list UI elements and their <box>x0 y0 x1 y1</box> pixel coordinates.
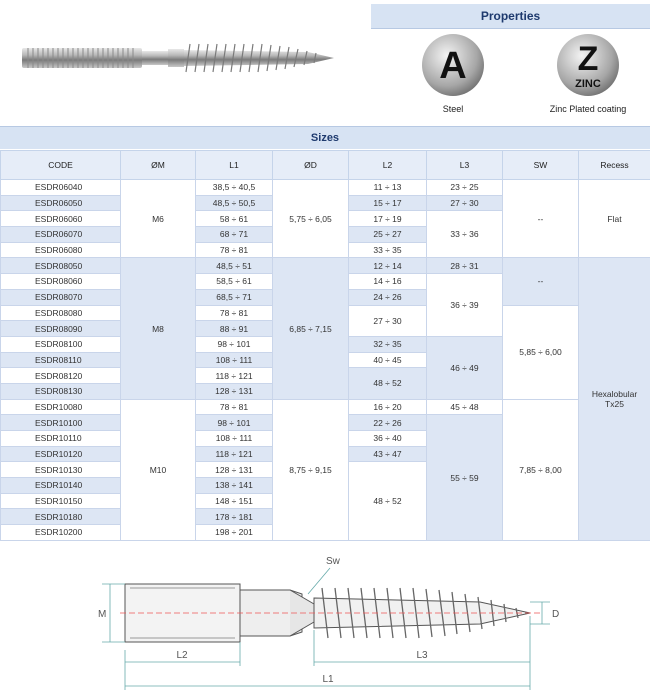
l3-cell: 46 ÷ 49 <box>427 336 503 399</box>
dim-l2-label: L2 <box>176 650 188 661</box>
col-header: CODE <box>1 151 121 180</box>
zinc-z-icon <box>555 32 621 98</box>
code-cell: ESDR10120 <box>1 446 121 462</box>
l1-cell: 48,5 ÷ 51 <box>196 258 273 274</box>
l1-cell: 118 ÷ 121 <box>196 446 273 462</box>
l2-cell: 17 ÷ 19 <box>349 211 427 227</box>
l2-cell: 32 ÷ 35 <box>349 336 427 352</box>
l2-cell: 11 ÷ 13 <box>349 180 427 196</box>
l1-cell: 78 ÷ 81 <box>196 242 273 258</box>
zinc-sub: ZINC <box>575 78 601 90</box>
l1-cell: 48,5 ÷ 50,5 <box>196 195 273 211</box>
l3-cell: 55 ÷ 59 <box>427 415 503 541</box>
l1-cell: 38,5 ÷ 40,5 <box>196 180 273 196</box>
recess-cell: Flat <box>579 180 650 258</box>
code-cell: ESDR08060 <box>1 274 121 290</box>
l2-cell: 40 ÷ 45 <box>349 352 427 368</box>
l1-cell: 68,5 ÷ 71 <box>196 289 273 305</box>
code-cell: ESDR10200 <box>1 525 121 541</box>
code-cell: ESDR10150 <box>1 493 121 509</box>
l1-cell: 108 ÷ 111 <box>196 431 273 447</box>
l1-cell: 108 ÷ 111 <box>196 352 273 368</box>
m-cell: M8 <box>121 258 196 399</box>
l1-cell: 78 ÷ 81 <box>196 305 273 321</box>
l1-cell: 118 ÷ 121 <box>196 368 273 384</box>
l1-cell: 128 ÷ 131 <box>196 462 273 478</box>
code-cell: ESDR10110 <box>1 431 121 447</box>
code-cell: ESDR06070 <box>1 227 121 243</box>
d-cell: 5,75 ÷ 6,05 <box>273 180 349 258</box>
steel-a-icon <box>420 32 486 98</box>
l1-cell: 178 ÷ 181 <box>196 509 273 525</box>
code-cell: ESDR10180 <box>1 509 121 525</box>
dim-l1-label: L1 <box>322 674 334 685</box>
code-cell: ESDR10080 <box>1 399 121 415</box>
technical-drawing <box>90 550 580 696</box>
l2-cell: 33 ÷ 35 <box>349 242 427 258</box>
m-cell: M10 <box>121 399 196 540</box>
col-header: L1 <box>196 151 273 180</box>
sw-cell: -- <box>503 180 579 258</box>
code-cell: ESDR08070 <box>1 289 121 305</box>
code-cell: ESDR08050 <box>1 258 121 274</box>
l1-cell: 128 ÷ 131 <box>196 383 273 399</box>
recess-cell: Hexalobular Tx25 <box>579 258 650 540</box>
code-cell: ESDR08120 <box>1 368 121 384</box>
table-row <box>1 180 650 196</box>
l1-cell: 78 ÷ 81 <box>196 399 273 415</box>
col-header: L2 <box>349 151 427 180</box>
l1-cell: 88 ÷ 91 <box>196 321 273 337</box>
l3-cell: 23 ÷ 25 <box>427 180 503 196</box>
l1-cell: 148 ÷ 151 <box>196 493 273 509</box>
dim-m-label: M <box>98 609 107 620</box>
m-cell: M6 <box>121 180 196 258</box>
l1-cell: 198 ÷ 201 <box>196 525 273 541</box>
col-header: SW <box>503 151 579 180</box>
dim-sw-label: Sw <box>326 556 340 567</box>
l1-cell: 58,5 ÷ 61 <box>196 274 273 290</box>
l1-cell: 138 ÷ 141 <box>196 478 273 494</box>
sizes-header: Sizes <box>0 126 650 149</box>
code-cell: ESDR06050 <box>1 195 121 211</box>
properties-header: Properties <box>371 4 650 29</box>
steel-label: Steel <box>442 104 464 114</box>
dim-l3-label: L3 <box>416 650 428 661</box>
l3-cell: 45 ÷ 48 <box>427 399 503 415</box>
l2-cell: 12 ÷ 14 <box>349 258 427 274</box>
dim-d-label: D <box>552 609 560 620</box>
d-cell: 8,75 ÷ 9,15 <box>273 399 349 540</box>
code-cell: ESDR08130 <box>1 383 121 399</box>
l2-cell: 48 ÷ 52 <box>349 368 427 399</box>
l3-cell: 28 ÷ 31 <box>427 258 503 274</box>
l3-cell: 36 ÷ 39 <box>427 274 503 337</box>
table-row <box>1 258 650 274</box>
sizes-table <box>0 150 650 541</box>
col-header: ØD <box>273 151 349 180</box>
l1-cell: 98 ÷ 101 <box>196 415 273 431</box>
d-cell: 6,85 ÷ 7,15 <box>273 258 349 399</box>
l2-cell: 36 ÷ 40 <box>349 431 427 447</box>
col-header: L3 <box>427 151 503 180</box>
code-cell: ESDR10130 <box>1 462 121 478</box>
screw-photo <box>18 36 338 80</box>
l2-cell: 48 ÷ 52 <box>349 462 427 540</box>
sw-cell: 5,85 ÷ 6,00 <box>503 305 579 399</box>
code-cell: ESDR08080 <box>1 305 121 321</box>
code-cell: ESDR06040 <box>1 180 121 196</box>
l2-cell: 15 ÷ 17 <box>349 195 427 211</box>
col-header: ØM <box>121 151 196 180</box>
code-cell: ESDR08090 <box>1 321 121 337</box>
zinc-label: Zinc Plated coating <box>549 104 627 114</box>
code-cell: ESDR06080 <box>1 242 121 258</box>
sw-cell: 7,85 ÷ 8,00 <box>503 399 579 540</box>
code-cell: ESDR06060 <box>1 211 121 227</box>
code-cell: ESDR08110 <box>1 352 121 368</box>
l3-cell: 33 ÷ 36 <box>427 211 503 258</box>
l3-cell: 27 ÷ 30 <box>427 195 503 211</box>
l2-cell: 16 ÷ 20 <box>349 399 427 415</box>
zinc-letter: Z <box>577 40 599 78</box>
l1-cell: 58 ÷ 61 <box>196 211 273 227</box>
code-cell: ESDR10140 <box>1 478 121 494</box>
steel-letter: A <box>439 45 467 87</box>
l2-cell: 24 ÷ 26 <box>349 289 427 305</box>
code-cell: ESDR10100 <box>1 415 121 431</box>
l2-cell: 25 ÷ 27 <box>349 227 427 243</box>
l2-cell: 22 ÷ 26 <box>349 415 427 431</box>
table-row <box>1 399 650 415</box>
header-row <box>1 151 650 180</box>
code-cell: ESDR08100 <box>1 336 121 352</box>
l2-cell: 27 ÷ 30 <box>349 305 427 336</box>
l1-cell: 98 ÷ 101 <box>196 336 273 352</box>
l2-cell: 14 ÷ 16 <box>349 274 427 290</box>
sw-cell: -- <box>503 258 579 305</box>
col-header: Recess <box>579 151 650 180</box>
l1-cell: 68 ÷ 71 <box>196 227 273 243</box>
l2-cell: 43 ÷ 47 <box>349 446 427 462</box>
